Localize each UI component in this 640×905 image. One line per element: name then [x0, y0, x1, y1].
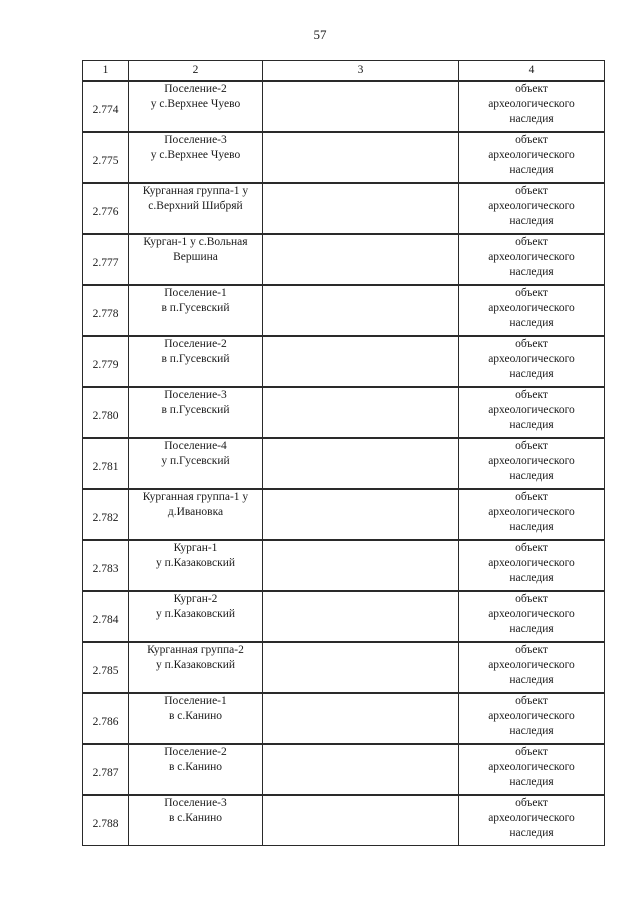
row-number: 2.786 [92, 716, 119, 728]
column-header-3: 3 [263, 61, 459, 82]
object-name-line: Поселение-1 [164, 287, 227, 299]
object-category-line: археологического [488, 455, 575, 467]
column-3-cell [263, 489, 459, 540]
column-3-cell [263, 81, 459, 132]
object-category-cell [459, 285, 605, 336]
object-category-line: археологического [488, 659, 575, 671]
object-category-line: наследия [509, 164, 554, 176]
object-name-cell [129, 795, 263, 846]
object-name-cell [129, 81, 263, 132]
object-name-line: Поселение-3 [164, 389, 227, 401]
object-category-cell [459, 132, 605, 183]
object-name-cell [129, 183, 263, 234]
object-category-line: наследия [509, 368, 554, 380]
object-category-line: археологического [488, 761, 575, 773]
object-name-line: Курган-2 [173, 593, 218, 605]
row-number-cell [83, 285, 129, 336]
object-category-cell [459, 234, 605, 285]
row-number-cell [83, 693, 129, 744]
table-row [83, 183, 605, 234]
object-category-line: наследия [509, 470, 554, 482]
row-number: 2.783 [92, 563, 119, 575]
object-name-line: Поселение-1 [164, 695, 227, 707]
object-category-line: объект [515, 134, 548, 146]
object-name-cell [129, 438, 263, 489]
row-number: 2.780 [92, 410, 119, 422]
object-name-line: в с.Канино [168, 710, 223, 722]
column-3-cell [263, 183, 459, 234]
object-category-line: объект [515, 440, 548, 452]
object-category-line: наследия [509, 572, 554, 584]
object-name-line: в с.Канино [168, 761, 223, 773]
row-number: 2.778 [92, 308, 119, 320]
object-category-line: объект [515, 236, 548, 248]
object-name-line: Курган-1 [173, 542, 218, 554]
row-number-cell [83, 234, 129, 285]
column-3-cell [263, 132, 459, 183]
object-name-line: Курган-1 у с.Вольная [143, 236, 248, 248]
object-name-line: Поселение-2 [164, 338, 227, 350]
object-category-cell [459, 81, 605, 132]
table-row [83, 744, 605, 795]
table-row [83, 285, 605, 336]
object-category-line: объект [515, 185, 548, 197]
object-name-line: у п.Гусевский [161, 455, 230, 467]
object-name-line: Вершина [173, 251, 218, 263]
object-category-line: объект [515, 389, 548, 401]
column-3-cell [263, 591, 459, 642]
table-row [83, 438, 605, 489]
object-name-line: Поселение-3 [164, 134, 227, 146]
table-row [83, 81, 605, 132]
row-number-cell [83, 642, 129, 693]
column-3-cell [263, 744, 459, 795]
object-category-cell [459, 693, 605, 744]
object-category-cell [459, 183, 605, 234]
object-name-cell [129, 132, 263, 183]
object-category-line: объект [515, 491, 548, 503]
row-number-cell [83, 387, 129, 438]
object-category-line: наследия [509, 419, 554, 431]
table-row [83, 132, 605, 183]
object-category-cell [459, 438, 605, 489]
object-category-line: наследия [509, 215, 554, 227]
object-category-line: наследия [509, 113, 554, 125]
column-3-cell [263, 285, 459, 336]
column-3-cell [263, 795, 459, 846]
table-row [83, 234, 605, 285]
row-number: 2.775 [92, 155, 119, 167]
column-3-cell [263, 540, 459, 591]
object-category-line: объект [515, 83, 548, 95]
object-category-line: археологического [488, 200, 575, 212]
table-row [83, 591, 605, 642]
table-header-row [83, 61, 605, 82]
object-name-line: Курганная группа-1 у [142, 491, 249, 503]
object-category-cell [459, 489, 605, 540]
object-name-line: в п.Гусевский [161, 404, 230, 416]
row-number: 2.774 [92, 104, 119, 116]
object-category-line: археологического [488, 812, 575, 824]
table-row [83, 642, 605, 693]
object-category-line: археологического [488, 251, 575, 263]
object-name-cell [129, 693, 263, 744]
object-name-cell [129, 336, 263, 387]
object-name-line: с.Верхний Шибряй [148, 200, 243, 212]
object-category-cell [459, 642, 605, 693]
row-number-cell [83, 438, 129, 489]
row-number: 2.788 [92, 818, 119, 830]
object-name-cell [129, 489, 263, 540]
object-name-cell [129, 642, 263, 693]
object-category-cell [459, 387, 605, 438]
row-number-cell [83, 336, 129, 387]
table-row [83, 795, 605, 846]
row-number: 2.782 [92, 512, 119, 524]
object-category-line: объект [515, 746, 548, 758]
object-name-line: у с.Верхнее Чуево [150, 98, 241, 110]
column-3-cell [263, 438, 459, 489]
row-number-cell [83, 591, 129, 642]
row-number: 2.784 [92, 614, 119, 626]
object-category-line: наследия [509, 827, 554, 839]
object-category-cell [459, 336, 605, 387]
object-name-cell [129, 540, 263, 591]
object-category-line: объект [515, 542, 548, 554]
column-header-category: 4 [459, 61, 605, 82]
object-category-line: археологического [488, 506, 575, 518]
object-category-line: объект [515, 593, 548, 605]
heritage-registry-table [82, 60, 605, 846]
object-name-line: Курганная группа-1 у [142, 185, 249, 197]
column-3-cell [263, 336, 459, 387]
object-category-line: наследия [509, 623, 554, 635]
row-number: 2.776 [92, 206, 119, 218]
object-name-cell [129, 387, 263, 438]
column-3-cell [263, 387, 459, 438]
object-name-cell [129, 591, 263, 642]
object-category-line: объект [515, 338, 548, 350]
object-category-line: археологического [488, 608, 575, 620]
row-number-cell [83, 183, 129, 234]
object-name-line: д.Ивановка [167, 506, 224, 518]
object-name-line: у п.Казаковский [155, 659, 236, 671]
table-row [83, 489, 605, 540]
row-number-cell [83, 795, 129, 846]
row-number: 2.781 [92, 461, 119, 473]
row-number-cell [83, 540, 129, 591]
row-number-cell [83, 744, 129, 795]
object-name-line: Поселение-2 [164, 83, 227, 95]
column-header-number: 1 [83, 61, 129, 82]
row-number-cell [83, 132, 129, 183]
object-category-cell [459, 795, 605, 846]
column-3-cell [263, 693, 459, 744]
object-name-line: в п.Гусевский [161, 353, 230, 365]
object-category-line: объект [515, 695, 548, 707]
object-category-line: объект [515, 797, 548, 809]
object-name-line: в п.Гусевский [161, 302, 230, 314]
object-name-line: Поселение-4 [164, 440, 227, 452]
object-category-line: археологического [488, 404, 575, 416]
page-number: 57 [313, 27, 327, 42]
object-category-cell [459, 540, 605, 591]
object-name-line: Курганная группа-2 [147, 644, 244, 656]
row-number-cell [83, 81, 129, 132]
object-category-line: наследия [509, 776, 554, 788]
object-name-cell [129, 234, 263, 285]
object-category-line: наследия [509, 266, 554, 278]
column-header-name: 2 [129, 61, 263, 82]
object-category-line: объект [515, 287, 548, 299]
object-category-line: наследия [509, 317, 554, 329]
object-name-line: в с.Канино [168, 812, 223, 824]
column-3-cell [263, 234, 459, 285]
object-name-line: Поселение-2 [164, 746, 227, 758]
object-category-line: наследия [509, 674, 554, 686]
object-category-line: археологического [488, 302, 575, 314]
object-category-cell [459, 744, 605, 795]
object-category-line: археологического [488, 710, 575, 722]
table-row [83, 387, 605, 438]
row-number: 2.787 [92, 767, 119, 779]
table-row [83, 540, 605, 591]
object-category-cell [459, 591, 605, 642]
column-3-cell [263, 642, 459, 693]
object-name-line: Поселение-3 [164, 797, 227, 809]
object-category-line: археологического [488, 557, 575, 569]
object-category-line: археологического [488, 149, 575, 161]
row-number: 2.779 [92, 359, 119, 371]
row-number: 2.785 [92, 665, 119, 677]
object-category-line: археологического [488, 353, 575, 365]
row-number-cell [83, 489, 129, 540]
object-category-line: наследия [509, 521, 554, 533]
object-category-line: наследия [509, 725, 554, 737]
object-name-cell [129, 744, 263, 795]
object-name-cell [129, 285, 263, 336]
table-row [83, 336, 605, 387]
object-category-line: археологического [488, 98, 575, 110]
table-row [83, 693, 605, 744]
object-name-line: у п.Казаковский [155, 608, 236, 620]
object-name-line: у с.Верхнее Чуево [150, 149, 241, 161]
row-number: 2.777 [92, 257, 119, 269]
object-category-line: объект [515, 644, 548, 656]
object-name-line: у п.Казаковский [155, 557, 236, 569]
